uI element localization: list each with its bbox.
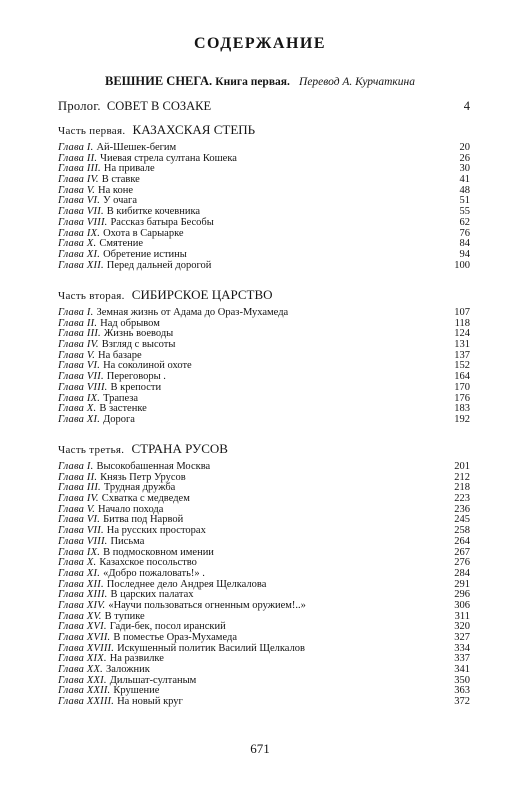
chapter-page: 51 [459,195,470,207]
part-2 [58,287,470,426]
chapter-page: 192 [454,413,470,425]
chapter-title: Казахское посольство [99,557,197,569]
chapter-page: 124 [454,328,470,340]
chapter-label: Глава III. [58,328,101,340]
chapter-label: Глава VIII. [58,216,108,228]
chapter-title: Начало похода [98,503,164,515]
chapter-title: В подмосковном имении [103,546,214,558]
chapter-title: Рассказ батыра Бесобы [110,216,214,228]
chapter-label: Глава XXIII. [58,696,115,708]
part-label: Часть вторая. [58,290,125,302]
chapter-page: 164 [454,371,470,383]
chapter-title: На базаре [98,349,142,361]
chapter-page: 55 [459,206,470,218]
chapter-label: Глава XI. [58,413,101,425]
chapter-title: В тупике [104,610,145,622]
page-title: СОДЕРЖАНИЕ [193,35,327,52]
chapter-label: Глава I. [58,142,94,153]
toc-entry [58,697,470,708]
chapter-title: Обретение истины [103,248,187,260]
chapter-title: Письма [110,535,145,547]
prologue-page: 4 [463,99,470,113]
chapter-label: Глава IX. [58,392,101,404]
chapter-title: У очага [103,195,138,207]
chapter-label: Глава XII. [58,259,104,271]
chapter-label: Глава II. [58,152,98,164]
chapter-page: 26 [459,152,470,164]
chapter-label: Глава XII. [58,578,104,590]
chapter-page: 84 [459,238,470,250]
chapter-label: Глава X. [58,557,97,569]
toc-entry [58,261,470,272]
chapter-page: 94 [459,248,470,260]
chapter-title: В ставке [101,174,140,186]
chapter-page: 341 [454,664,470,676]
chapter-page: 311 [454,610,470,622]
chapter-label: Глава XX. [58,664,103,676]
chapter-title: Трапеза [103,392,139,404]
chapter-title: Последнее дело Андрея Щелкалова [106,578,267,590]
chapter-label: Глава VI. [58,195,101,207]
chapter-page: 100 [454,259,470,271]
chapter-page: 296 [454,589,470,601]
chapter-page: 267 [454,546,470,558]
chapter-page: 76 [459,227,470,239]
chapter-label: Глава IV. [58,174,99,186]
chapter-page: 306 [454,599,470,611]
chapter-page: 223 [454,493,470,505]
chapter-label: Глава VIII. [58,381,108,393]
chapter-page: 152 [454,360,470,372]
chapter-title: Князь Петр Урусов [100,471,186,483]
chapter-label: Глава V. [58,184,96,196]
chapter-label: Глава VII. [58,206,104,218]
chapter-title: В поместье Ораз-Мухамеда [113,632,237,643]
chapter-label: Глава VII. [58,525,104,537]
chapter-page: 320 [454,621,470,633]
chapter-label: Глава V. [58,503,96,515]
chapter-label: Глава X. [58,403,97,415]
chapter-page: 30 [459,163,470,175]
chapter-page: 276 [454,557,470,569]
toc-entry [58,250,470,261]
part-heading [58,122,470,138]
chapter-title: Крушение [113,685,160,697]
chapter-page: 137 [454,349,470,361]
chapter-label: Глава VII. [58,371,104,383]
toc-entry [58,218,470,229]
chapter-title: В крепости [110,381,162,393]
chapter-label: Глава XIV. [58,599,106,611]
toc-entry [58,383,470,394]
chapter-label: Глава VIII. [58,535,108,547]
chapter-title: Высокобашенная Москва [96,461,211,472]
chapter-page: 258 [454,525,470,537]
chapter-title: Искушенный политик Василий Щелкалов [117,642,306,654]
chapter-label: Глава III. [58,482,101,494]
chapter-page: 48 [459,184,470,196]
part-title: СИБИРСКОЕ ЦАРСТВО [131,287,273,302]
chapter-page: 264 [454,535,470,547]
chapter-label: Глава II. [58,317,98,329]
chapter-label: Глава XVI. [58,621,107,633]
chapter-title: На коне [98,184,133,196]
chapter-title: Взгляд с высоты [101,339,176,351]
chapter-page: 118 [454,317,470,329]
book-header [0,74,520,89]
part-1 [58,122,470,271]
part-title: КАЗАХСКАЯ СТЕПЬ [132,122,256,137]
chapter-page: 170 [454,381,470,393]
prologue-entry [58,99,470,114]
chapter-title: Перед дальней дорогой [106,259,212,271]
book-title: ВЕШНИЕ СНЕГА. [104,74,213,88]
chapter-title: Трудная дружба [103,482,176,494]
chapter-page: 327 [454,632,470,643]
chapter-page: 236 [454,503,470,515]
chapter-title: Ай-Шешек-бегим [96,142,177,153]
chapter-label: Глава VI. [58,514,101,526]
prologue-label: Пролог. [58,99,101,113]
chapter-title: Над обрывом [100,317,160,329]
chapter-title: Жизнь воеводы [103,328,174,340]
chapter-title: Дильшат-султаным [109,674,197,686]
chapter-title: В кибитке кочевника [106,206,201,218]
chapter-page: 62 [459,216,470,228]
chapter-label: Глава X. [58,238,97,250]
chapter-page: 245 [454,514,470,526]
toc-entry [58,415,470,426]
chapter-label: Глава I. [58,461,94,472]
chapter-title: «Научи пользоваться огненным оружием!..» [108,599,306,611]
chapter-list [58,308,470,426]
translator-credit: Перевод А. Курчаткина [299,76,416,88]
part-title: СТРАНА РУСОВ [131,441,228,456]
part-label: Часть третья. [58,444,125,456]
chapter-label: Глава V. [58,349,96,361]
chapter-label: Глава VI. [58,360,101,372]
toc-entry [58,569,470,580]
chapter-list [58,462,470,708]
chapter-label: Глава XXI. [58,674,107,686]
chapter-page: 337 [454,653,470,665]
chapter-title: На соколиной охоте [103,360,192,372]
chapter-title: В застенке [99,403,147,415]
chapter-page: 20 [459,142,470,153]
chapter-title: На русских просторах [106,525,206,537]
chapter-page: 218 [454,482,470,494]
chapter-page: 363 [454,685,470,697]
chapter-page: 284 [454,567,470,579]
chapter-page: 107 [454,307,470,318]
chapter-label: Глава IX. [58,546,101,558]
chapter-label: Глава II. [58,471,98,483]
chapter-label: Глава XXII. [58,685,111,697]
chapter-page: 131 [454,339,470,351]
chapter-label: Глава IX. [58,227,101,239]
chapter-title: Охота в Сарыарке [103,227,184,239]
chapter-page: 291 [454,578,470,590]
chapter-title: Битва под Нарвой [103,514,184,526]
chapter-title: Земная жизнь от Адама до Ораз-Мухамеда [96,307,289,318]
chapter-title: На развилке [109,653,164,665]
chapter-label: Глава XIII. [58,589,108,601]
chapter-label: Глава XVIII. [58,642,115,654]
chapter-label: Глава XI. [58,248,101,260]
chapter-label: Глава IV. [58,493,99,505]
chapter-title: Дорога [103,413,135,425]
chapter-label: Глава XVII. [58,632,111,643]
chapter-page: 334 [454,642,470,654]
chapter-page: 183 [454,403,470,415]
chapter-list [58,143,470,271]
chapter-label: Глава III. [58,163,101,175]
chapter-title: Схватка с медведем [101,493,190,505]
chapter-label: Глава IV. [58,339,99,351]
chapter-page: 41 [459,174,470,186]
book-subtitle: Книга первая. [215,76,290,88]
part-heading [58,441,470,457]
part-label: Часть первая. [58,125,126,137]
part-heading [58,287,470,303]
chapter-title: Переговоры . [106,371,166,383]
chapter-label: Глава XIX. [58,653,107,665]
chapter-title: Смятение [99,238,144,250]
chapter-title: «Добро пожаловать!» . [103,567,205,579]
prologue-title: СОВЕТ В СОЗАКЕ [106,99,212,113]
chapter-page: 201 [454,461,470,472]
chapter-title: На новый круг [117,696,183,708]
chapter-page: 212 [454,471,470,483]
chapter-title: В царских палатах [110,589,194,601]
chapter-title: Заложник [105,664,150,676]
chapter-page: 176 [454,392,470,404]
chapter-page: 372 [454,696,470,708]
chapter-title: Чиевая стрела султана Кошека [100,152,237,164]
toc-entry [58,537,470,548]
chapter-label: Глава XI. [58,567,101,579]
chapter-label: Глава XV. [58,610,102,622]
part-3 [58,441,470,708]
page-number: 671 [250,741,270,756]
chapter-title: Гади-бек, посол иранский [109,621,226,633]
chapter-label: Глава I. [58,307,94,318]
chapter-page: 350 [454,674,470,686]
chapter-title: На привале [103,163,155,175]
